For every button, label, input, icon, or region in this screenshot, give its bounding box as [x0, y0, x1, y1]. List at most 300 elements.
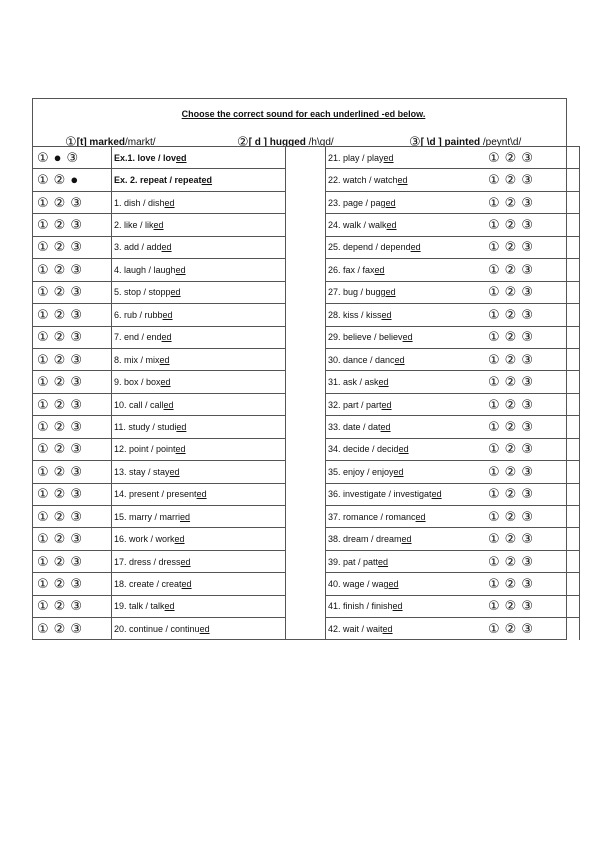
right-options	[488, 259, 580, 281]
right-word	[326, 147, 489, 169]
table-row	[33, 304, 580, 326]
answer-option[interactable]: ②	[504, 576, 519, 592]
word-stem: 20. continue / continu	[114, 623, 200, 634]
word-stem: 28. kiss / kiss	[328, 309, 382, 320]
ed-ending: ed	[388, 579, 399, 590]
word-stem: 22. watch / watch	[328, 175, 398, 186]
word-stem: 27. bug / bugg	[328, 287, 386, 298]
answer-option[interactable]: ①	[37, 531, 51, 547]
answer-option[interactable]: ③	[521, 194, 535, 210]
answer-option[interactable]: ①	[37, 194, 51, 210]
answer-option[interactable]: ①	[488, 374, 502, 390]
answer-option[interactable]: ③	[70, 374, 84, 390]
word-stem: 23. page / pag	[328, 197, 386, 208]
ed-ending: ed	[380, 421, 391, 432]
answer-option[interactable]: ①	[488, 396, 502, 412]
word-stem: 17. dress / dress	[114, 556, 181, 567]
word-stem: 32. part / part	[328, 399, 382, 410]
word-stem: 26. fax / fax	[328, 264, 375, 275]
answer-option[interactable]: ③	[521, 172, 535, 188]
answer-option[interactable]: ①	[488, 217, 502, 233]
answer-option[interactable]: ③	[70, 194, 84, 210]
answer-option[interactable]: ②	[504, 306, 519, 322]
answer-option[interactable]: ①	[37, 441, 51, 457]
answer-option[interactable]: ③	[70, 553, 84, 569]
word-stem: 7. end / end	[114, 332, 162, 343]
word-stem: 38. dream / dream	[328, 534, 402, 545]
answer-option[interactable]: ②	[53, 172, 68, 188]
answer-option[interactable]: ③	[70, 576, 84, 592]
answer-option[interactable]: ①	[37, 553, 51, 569]
left-options	[33, 483, 112, 505]
ed-ending: ed	[397, 175, 408, 186]
key-d-ed: ed	[294, 137, 306, 148]
answer-option[interactable]: ②	[53, 441, 68, 457]
right-word	[326, 438, 489, 460]
table-row	[33, 281, 580, 303]
table-row	[33, 236, 580, 258]
answer-option[interactable]: ②	[504, 418, 519, 434]
table-row	[33, 416, 580, 438]
ed-ending: ed	[385, 197, 396, 208]
ed-ending: ed	[181, 579, 192, 590]
answer-option[interactable]: ②	[53, 374, 68, 390]
answer-option[interactable]: ②	[53, 620, 68, 636]
answer-option[interactable]: ②	[53, 194, 68, 210]
left-options	[33, 326, 112, 348]
answer-option[interactable]: ●	[53, 149, 64, 165]
column-gap	[286, 595, 326, 617]
answer-option[interactable]: ③	[521, 486, 535, 502]
column-gap	[286, 416, 326, 438]
ed-ending: ed	[410, 242, 421, 253]
ed-ending: ed	[374, 264, 385, 275]
answer-option[interactable]: ②	[53, 306, 68, 322]
answer-option[interactable]: ③	[521, 261, 535, 277]
right-options	[488, 438, 580, 460]
answer-option[interactable]: ①	[37, 598, 51, 614]
answer-option[interactable]: ③	[521, 396, 535, 412]
answer-option[interactable]: ●	[70, 172, 81, 188]
column-gap	[286, 147, 326, 169]
table-row	[33, 259, 580, 281]
ed-ending: ed	[378, 377, 389, 388]
right-word	[326, 191, 489, 213]
answer-option[interactable]: ①	[488, 553, 502, 569]
right-options	[488, 348, 580, 370]
answer-option[interactable]: ①	[37, 374, 51, 390]
answer-option[interactable]: ③	[70, 306, 84, 322]
answer-option[interactable]: ③	[521, 441, 535, 457]
left-word	[112, 550, 286, 572]
left-options	[33, 191, 112, 213]
ed-ending: ed	[199, 623, 210, 634]
answer-option[interactable]: ①	[488, 463, 502, 479]
answer-option[interactable]: ③	[521, 217, 535, 233]
right-options	[488, 371, 580, 393]
answer-option[interactable]: ②	[53, 396, 68, 412]
answer-option[interactable]: ①	[37, 284, 51, 300]
right-options	[488, 191, 580, 213]
table-row	[33, 595, 580, 617]
answer-option[interactable]: ③	[521, 239, 535, 255]
right-options	[488, 169, 580, 191]
word-stem: 3. add / add	[114, 242, 162, 253]
right-word	[326, 281, 489, 303]
answer-option[interactable]: ①	[37, 508, 51, 524]
answer-option[interactable]: ②	[53, 284, 68, 300]
answer-option[interactable]: ②	[53, 239, 68, 255]
right-options	[488, 416, 580, 438]
answer-option[interactable]: ③	[521, 598, 535, 614]
left-word	[112, 595, 286, 617]
right-options	[488, 461, 580, 483]
ed-ending: ed	[402, 332, 413, 343]
answer-option[interactable]: ①	[37, 486, 51, 502]
ed-ending: ed	[378, 556, 389, 567]
table-row	[33, 393, 580, 415]
answer-option[interactable]: ③	[521, 463, 535, 479]
left-word	[112, 573, 286, 595]
answer-option[interactable]: ①	[37, 463, 51, 479]
answer-option[interactable]: ①	[37, 261, 51, 277]
word-stem: 4. laugh / laugh	[114, 264, 176, 275]
table-row	[33, 528, 580, 550]
word-stem: 10. call / call	[114, 399, 164, 410]
answer-option[interactable]: ②	[504, 463, 519, 479]
right-word	[326, 348, 489, 370]
right-options	[488, 281, 580, 303]
word-stem: 8. mix / mix	[114, 354, 160, 365]
ed-ending: ed	[196, 489, 207, 500]
left-word	[112, 236, 286, 258]
answer-option[interactable]: ③	[70, 486, 84, 502]
ed-ending: ed	[162, 309, 173, 320]
answer-option[interactable]: ①	[37, 351, 51, 367]
table-row	[33, 147, 580, 169]
word-stem: 13. stay / stay	[114, 466, 170, 477]
table-row	[33, 348, 580, 370]
answer-option[interactable]: ①	[37, 329, 51, 345]
ed-ending: ed	[161, 332, 172, 343]
answer-option[interactable]: ①	[37, 217, 51, 233]
column-gap	[286, 438, 326, 460]
answer-option[interactable]: ①	[488, 531, 502, 547]
answer-option[interactable]: ②	[504, 620, 519, 636]
right-word	[326, 573, 489, 595]
right-word	[326, 483, 489, 505]
left-word	[112, 214, 286, 236]
answer-option[interactable]: ③	[70, 351, 84, 367]
left-options	[33, 416, 112, 438]
word-stem: 40. wage / wag	[328, 579, 389, 590]
right-options	[488, 304, 580, 326]
left-word	[112, 147, 286, 169]
answer-option[interactable]: ③	[521, 351, 535, 367]
right-options	[488, 618, 580, 640]
key-d-label: [ d ] hugg	[248, 137, 295, 148]
answer-option[interactable]: ③	[521, 149, 535, 165]
answer-option[interactable]: ③	[521, 620, 535, 636]
word-stem: 15. marry / marri	[114, 511, 181, 522]
left-word	[112, 169, 286, 191]
answer-option[interactable]: ②	[504, 172, 519, 188]
ed-ending: ed	[392, 601, 403, 612]
table-row	[33, 506, 580, 528]
column-gap	[286, 326, 326, 348]
ed-ending: ed	[175, 444, 186, 455]
answer-option[interactable]: ②	[53, 598, 68, 614]
answer-option[interactable]: ③	[521, 418, 535, 434]
right-word	[326, 169, 489, 191]
answer-option[interactable]: ③	[521, 576, 535, 592]
left-options	[33, 528, 112, 550]
key-d-ipa: /h\gd/	[305, 137, 334, 148]
answer-option[interactable]: ③	[521, 508, 535, 524]
answer-option[interactable]: ③	[521, 306, 535, 322]
left-word	[112, 259, 286, 281]
answer-option[interactable]: ①	[488, 329, 502, 345]
answer-option[interactable]: ①	[488, 172, 502, 188]
left-options	[33, 304, 112, 326]
answer-option[interactable]: ①	[37, 620, 51, 636]
right-word	[326, 595, 489, 617]
answer-option[interactable]: ②	[53, 351, 68, 367]
column-gap	[286, 259, 326, 281]
answer-option[interactable]: ③	[70, 239, 84, 255]
answer-option[interactable]: ①	[488, 418, 502, 434]
ed-ending: ed	[393, 466, 404, 477]
answer-option[interactable]: ③	[70, 329, 84, 345]
key-id-label: [ \d ] paint	[420, 137, 469, 148]
right-word	[326, 550, 489, 572]
key-t-label: [t] mark	[76, 137, 114, 148]
ed-ending: ed	[159, 354, 170, 365]
column-gap	[286, 191, 326, 213]
left-options	[33, 281, 112, 303]
table-row	[33, 618, 580, 640]
left-word	[112, 304, 286, 326]
right-word	[326, 371, 489, 393]
left-word	[112, 416, 286, 438]
answer-option[interactable]: ②	[53, 486, 68, 502]
answer-option[interactable]: ①	[488, 598, 502, 614]
ed-ending: ed	[176, 421, 187, 432]
right-word	[326, 506, 489, 528]
word-stem: 24. walk / walk	[328, 220, 387, 231]
answer-option[interactable]: ①	[488, 576, 502, 592]
ed-ending: ed	[415, 511, 426, 522]
column-gap	[286, 304, 326, 326]
answer-option[interactable]: ①	[37, 239, 51, 255]
word-stem: 16. work / work	[114, 534, 175, 545]
table-row	[33, 214, 580, 236]
answer-option[interactable]: ②	[53, 553, 68, 569]
answer-option[interactable]: ③	[521, 329, 535, 345]
answer-option[interactable]: ②	[504, 441, 519, 457]
answer-option[interactable]: ①	[37, 149, 51, 165]
answer-option[interactable]: ①	[488, 620, 502, 636]
answer-option[interactable]: ③	[70, 396, 84, 412]
column-gap	[286, 371, 326, 393]
answer-option[interactable]: ②	[504, 194, 519, 210]
answer-option[interactable]: ②	[504, 351, 519, 367]
right-word	[326, 259, 489, 281]
column-gap	[286, 393, 326, 415]
right-word	[326, 326, 489, 348]
key-t-number: ①	[65, 134, 77, 149]
right-word	[326, 304, 489, 326]
answer-option[interactable]: ②	[504, 598, 519, 614]
answer-option[interactable]: ②	[504, 374, 519, 390]
answer-option[interactable]: ②	[504, 329, 519, 345]
answer-option[interactable]: ③	[521, 553, 535, 569]
answer-option[interactable]: ②	[53, 531, 68, 547]
right-word	[326, 393, 489, 415]
column-gap	[286, 348, 326, 370]
left-options	[33, 461, 112, 483]
answer-option[interactable]: ③	[521, 374, 535, 390]
right-options	[488, 393, 580, 415]
word-stem: 1. dish / dish	[114, 197, 165, 208]
answer-option[interactable]: ②	[53, 261, 68, 277]
ed-ending: ed	[174, 534, 185, 545]
ed-ending: ed	[175, 264, 186, 275]
ed-ending: ed	[169, 466, 180, 477]
answer-option[interactable]: ②	[53, 418, 68, 434]
word-stem: 12. point / point	[114, 444, 176, 455]
right-word	[326, 528, 489, 550]
answer-option[interactable]: ②	[504, 284, 519, 300]
word-stem: 35. enjoy / enjoy	[328, 466, 394, 477]
left-options	[33, 169, 112, 191]
answer-option[interactable]: ②	[53, 508, 68, 524]
answer-option[interactable]: ③	[70, 284, 84, 300]
worksheet	[32, 98, 567, 640]
answer-option[interactable]: ③	[70, 261, 84, 277]
answer-option[interactable]: ①	[488, 149, 502, 165]
answer-option[interactable]: ③	[66, 149, 81, 165]
table-row	[33, 438, 580, 460]
left-word	[112, 281, 286, 303]
ed-ending: ed	[163, 399, 174, 410]
right-options	[488, 236, 580, 258]
answer-option[interactable]: ①	[488, 508, 502, 524]
table-row	[33, 191, 580, 213]
answer-option[interactable]: ②	[504, 217, 519, 233]
answer-option[interactable]: ③	[70, 531, 84, 547]
column-gap	[286, 528, 326, 550]
right-options	[488, 214, 580, 236]
answer-option[interactable]: ③	[70, 598, 84, 614]
word-stem: 33. date / dat	[328, 421, 381, 432]
ed-ending: ed	[398, 444, 409, 455]
answer-option[interactable]: ③	[70, 508, 84, 524]
column-gap	[286, 169, 326, 191]
word-stem: 34. decide / decid	[328, 444, 399, 455]
answer-option[interactable]: ②	[504, 239, 519, 255]
right-word	[326, 214, 489, 236]
right-options	[488, 595, 580, 617]
column-gap	[286, 618, 326, 640]
answer-option[interactable]: ③	[70, 217, 84, 233]
word-stem: Ex. 2. repeat / repeat	[114, 175, 202, 186]
left-word	[112, 348, 286, 370]
answer-option[interactable]: ③	[70, 620, 84, 636]
ed-ending: ed	[385, 287, 396, 298]
answer-option[interactable]: ②	[504, 531, 519, 547]
answer-option[interactable]: ②	[504, 396, 519, 412]
answer-option[interactable]: ③	[521, 284, 535, 300]
answer-option[interactable]: ②	[53, 463, 68, 479]
answer-option[interactable]: ①	[488, 284, 502, 300]
key-t-ipa: /markt/	[125, 137, 156, 148]
answer-option[interactable]: ①	[37, 418, 51, 434]
table-row	[33, 483, 580, 505]
answer-option[interactable]: ①	[37, 576, 51, 592]
answer-option[interactable]: ①	[488, 351, 502, 367]
left-options	[33, 618, 112, 640]
word-stem: 31. ask / ask	[328, 377, 379, 388]
answer-option[interactable]: ①	[37, 172, 51, 188]
answer-option[interactable]: ③	[70, 441, 84, 457]
left-options	[33, 393, 112, 415]
answer-option[interactable]: ①	[488, 194, 502, 210]
answer-option[interactable]: ②	[504, 486, 519, 502]
answer-option[interactable]: ②	[53, 329, 68, 345]
ed-ending: ed	[180, 511, 191, 522]
table-row	[33, 326, 580, 348]
ed-ending: ed	[180, 556, 191, 567]
ed-ending: ed	[153, 220, 164, 231]
left-options	[33, 595, 112, 617]
answer-option[interactable]: ③	[70, 463, 84, 479]
table-row	[33, 371, 580, 393]
answer-option[interactable]: ①	[488, 306, 502, 322]
left-options	[33, 259, 112, 281]
answer-option[interactable]: ②	[504, 261, 519, 277]
right-options	[488, 550, 580, 572]
answer-option[interactable]: ③	[70, 418, 84, 434]
ed-ending: ed	[176, 152, 187, 163]
left-options	[33, 348, 112, 370]
answer-option[interactable]: ①	[488, 486, 502, 502]
answer-option[interactable]: ②	[504, 508, 519, 524]
answer-option[interactable]: ③	[521, 531, 535, 547]
word-stem: 39. pat / patt	[328, 556, 379, 567]
left-word	[112, 483, 286, 505]
answer-option[interactable]: ①	[488, 261, 502, 277]
left-word	[112, 528, 286, 550]
answer-option[interactable]: ②	[53, 576, 68, 592]
left-options	[33, 550, 112, 572]
right-word	[326, 236, 489, 258]
answer-option[interactable]: ②	[504, 553, 519, 569]
word-stem: 19. talk / talk	[114, 601, 165, 612]
answer-option[interactable]: ②	[53, 217, 68, 233]
answer-option[interactable]: ②	[504, 149, 519, 165]
table-row	[33, 573, 580, 595]
left-options	[33, 438, 112, 460]
answer-option[interactable]: ①	[37, 396, 51, 412]
right-word	[326, 618, 489, 640]
answer-option[interactable]: ①	[488, 441, 502, 457]
answer-option[interactable]: ①	[488, 239, 502, 255]
word-stem: 42. wait / wait	[328, 623, 383, 634]
key-id-ed: ed	[468, 137, 481, 148]
answer-option[interactable]: ①	[37, 306, 51, 322]
word-stem: 41. finish / finish	[328, 601, 393, 612]
